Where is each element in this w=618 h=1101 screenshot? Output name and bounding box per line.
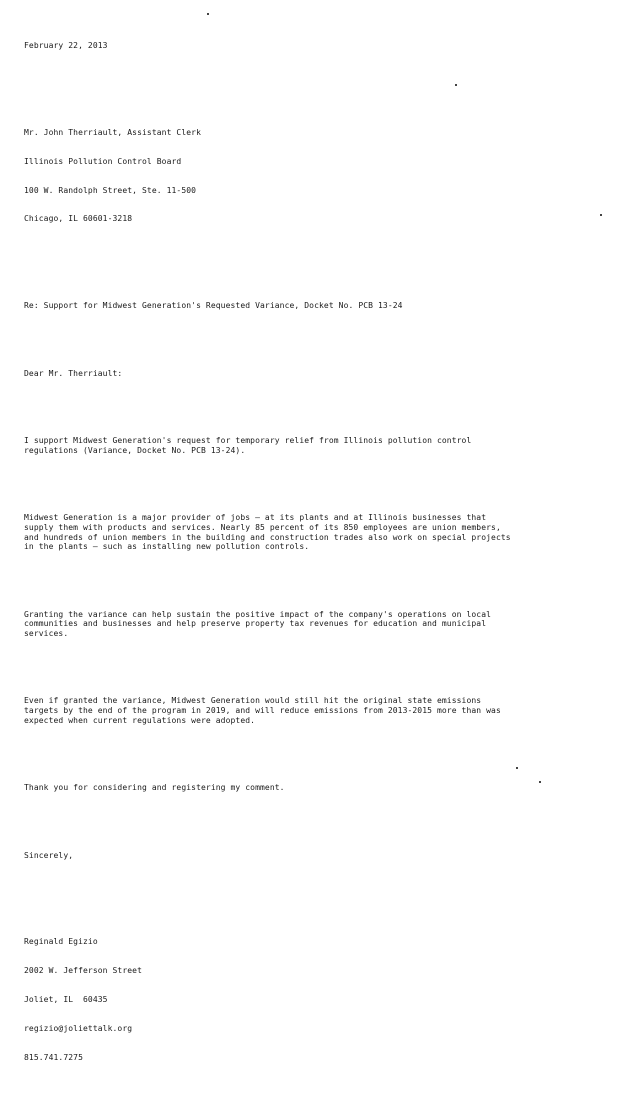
recipient-address	[24, 109, 599, 243]
paragraph-thanks: Thank you for considering and registering my comment.	[24, 783, 285, 793]
letter-salutation: Dear Mr. Therriault:	[24, 368, 123, 378]
sender-email: regizio@joliettalk.org	[24, 1023, 133, 1033]
letter-date: February 22, 2013	[24, 41, 108, 51]
sender-street: 2002 W. Jefferson Street	[24, 966, 142, 976]
recipient-city: Chicago, IL 60601-3218	[24, 214, 133, 224]
scan-speck	[207, 13, 209, 15]
recipient-name: Mr. John Therriault, Assistant Clerk	[24, 127, 201, 137]
sender-signature-block	[24, 918, 599, 1081]
recipient-street: 100 W. Randolph Street, Ste. 11-500	[24, 185, 197, 195]
paragraph-emissions: Even if granted the variance, Midwest Generation would still hit the original state emissions targets by the end of the program in 2019, and will reduce emissions from 2013-2015 more than was expected when current regulations were adopted.	[24, 696, 501, 725]
letter-closing: Sincerely,	[24, 850, 74, 860]
sender-name: Reginald Egizio	[24, 937, 98, 947]
letter-body	[24, 22, 599, 1101]
recipient-organization: Illinois Pollution Control Board	[24, 156, 182, 166]
paragraph-support: I support Midwest Generation's request for temporary relief from Illinois pollution control regulations (Variance, Docket No. PCB 13-24).	[24, 436, 472, 455]
sender-phone: 815.741.7275	[24, 1052, 83, 1062]
scan-speck	[600, 214, 602, 216]
paragraph-impact: Granting the variance can help sustain the positive impact of the company's operations on local communities and businesses and help preserve property tax revenues for education and municipal services.	[24, 609, 492, 638]
sender-city: Joliet, IL 60435	[24, 995, 108, 1005]
letter-subject: Re: Support for Midwest Generation's Requested Variance, Docket No. PCB 13-24	[24, 301, 403, 311]
paragraph-jobs: Midwest Generation is a major provider of jobs – at its plants and at Illinois businesses that supply them with products and services. Nearly 85 percent of its 850 employees are union members, and hundreds of union members in the building and construction trades also work on special projects in the plants – such as installing new pollution controls.	[24, 513, 511, 552]
